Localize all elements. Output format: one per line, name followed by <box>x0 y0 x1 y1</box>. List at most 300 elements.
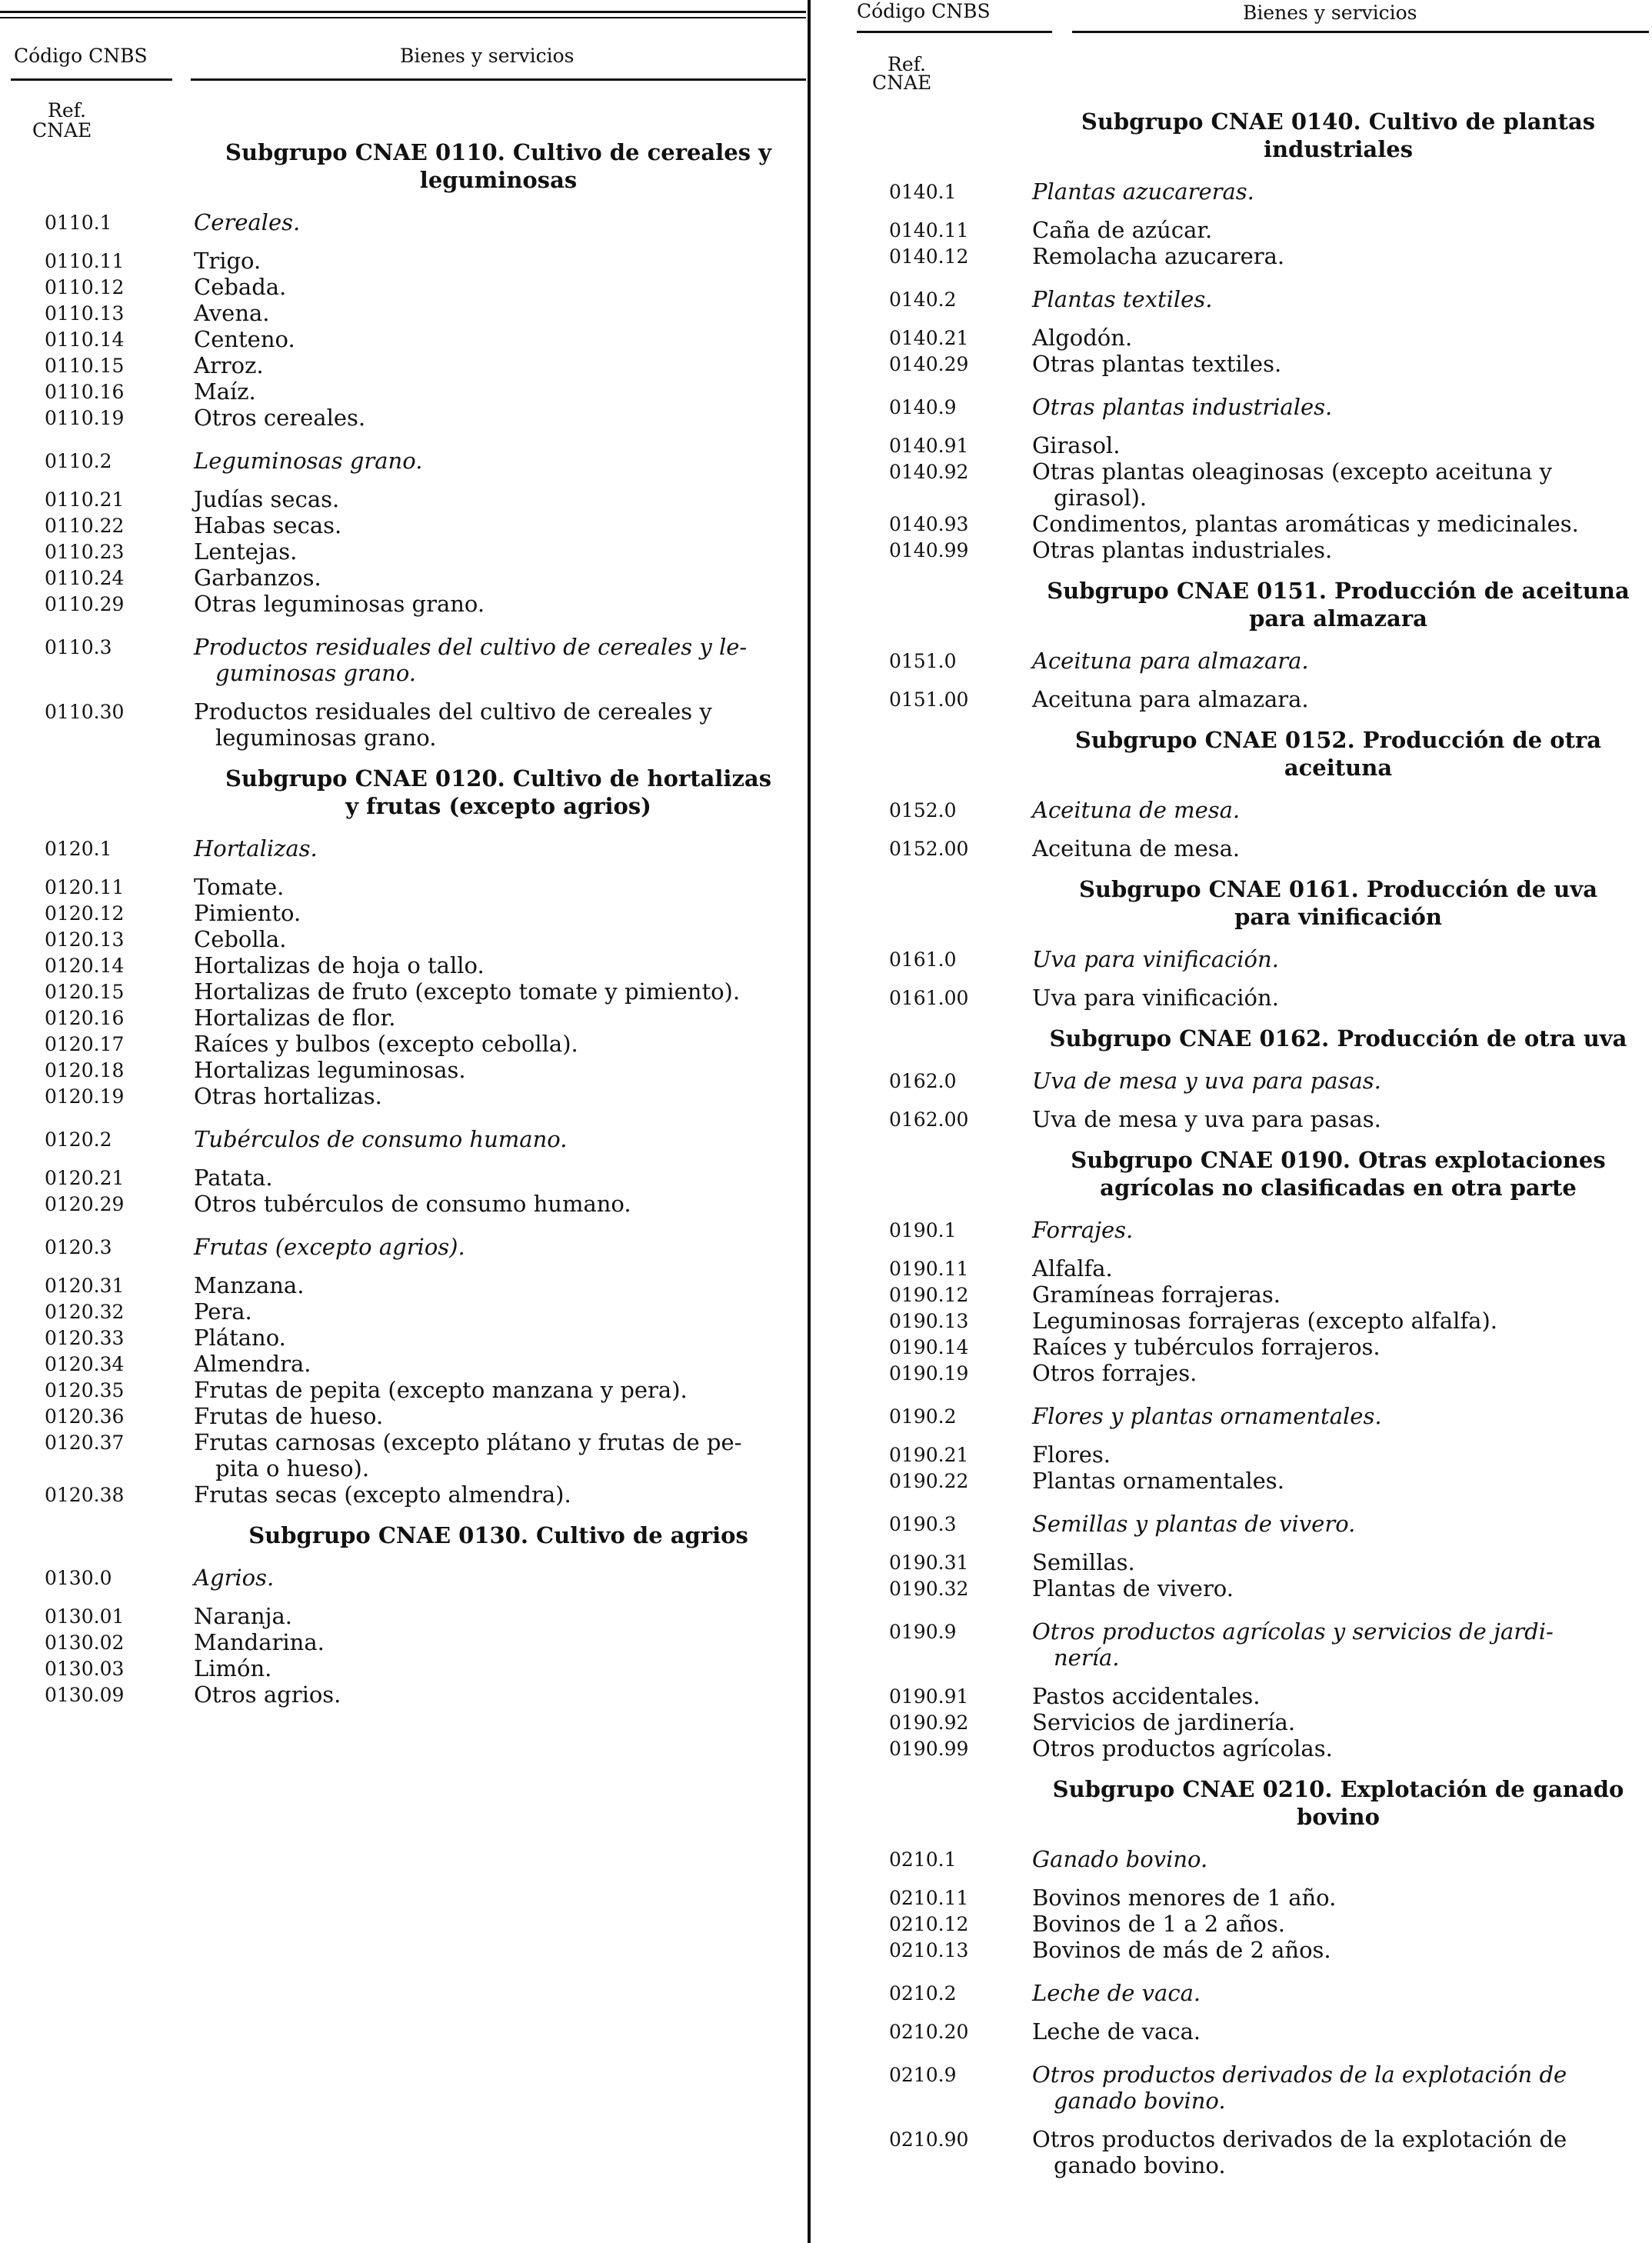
entry-description <box>194 300 804 326</box>
entry-description <box>194 378 804 405</box>
entry-description <box>1032 1980 1650 2006</box>
entry-description-line: Semillas. <box>1032 1549 1135 1575</box>
entry-description-line: Hortalizas leguminosas. <box>194 1057 466 1083</box>
entry-description <box>194 1325 804 1351</box>
entry-code: 0120.11 <box>45 876 125 898</box>
entry-code: 0120.12 <box>45 902 125 925</box>
entry-description-line: Frutas (excepto agrios). <box>194 1234 465 1260</box>
entry-description <box>1032 1308 1650 1334</box>
entry-description-line: Cereales. <box>194 209 301 235</box>
entry-code: 0161.0 <box>889 948 957 971</box>
entry-description-line: Productos residuales del cultivo de cereales y <box>194 698 712 725</box>
entry-description-line: pita o hueso). <box>215 1455 370 1481</box>
entry-description <box>194 591 804 617</box>
entry-description-line: Plátano. <box>194 1325 286 1351</box>
right-column <box>815 0 1652 2243</box>
entry-description <box>1032 286 1650 312</box>
entry-description <box>1032 243 1650 269</box>
entry-description-line: Bovinos menores de 1 año. <box>1032 1885 1337 1911</box>
entry-code: 0110.3 <box>45 636 112 658</box>
entry-code: 0162.00 <box>889 1108 969 1131</box>
entry-description-line: Otros productos agrícolas. <box>1032 1735 1333 1761</box>
entry-description-line: Lentejas. <box>194 538 298 565</box>
entry-description-line: Otros agrios. <box>194 1681 341 1708</box>
entry-description-line: Otras plantas textiles. <box>1032 351 1282 377</box>
entry-code: 0110.19 <box>45 407 125 429</box>
entry-description <box>194 209 804 235</box>
entry-description <box>1032 1885 1650 1911</box>
entry-description <box>194 1031 804 1057</box>
entry-description <box>194 952 804 978</box>
entry-description-line: Otros forrajes. <box>1032 1360 1197 1386</box>
entry-code: 0120.37 <box>45 1431 125 1454</box>
entry-code: 0190.14 <box>889 1336 969 1358</box>
subgroup-heading-line: leguminosas <box>419 167 578 193</box>
entry-description-line: guminosas grano. <box>215 660 416 686</box>
subgroup-heading <box>1031 1146 1646 1201</box>
entry-description <box>1032 985 1650 1011</box>
entry-description-line: Leguminosas grano. <box>194 448 423 474</box>
top-double-rule-thin <box>0 17 806 18</box>
entry-description-line: Otras hortalizas. <box>194 1083 382 1109</box>
subgroup-heading <box>1031 108 1646 163</box>
entry-code: 0120.14 <box>45 955 125 977</box>
entry-description <box>1032 946 1650 972</box>
entry-code: 0190.32 <box>889 1578 969 1600</box>
entry-description-line: Mandarina. <box>194 1629 325 1655</box>
entry-code: 0120.3 <box>45 1236 112 1258</box>
subgroup-heading-line: Subgrupo CNAE 0151. Producción de aceituna <box>1047 578 1630 604</box>
subgroup-heading-line: para almazara <box>1249 605 1427 632</box>
entry-code: 0120.29 <box>45 1193 125 1215</box>
entry-description <box>194 1429 804 1481</box>
subgroup-heading <box>1031 1775 1646 1831</box>
entry-description-line: Leche de vaca. <box>1032 1980 1201 2006</box>
entry-description-line: Ganado bovino. <box>1032 1846 1208 1872</box>
subgroup-heading <box>191 1521 806 1549</box>
entry-code: 0110.29 <box>45 593 125 615</box>
entry-code: 0120.36 <box>45 1405 125 1428</box>
entry-code: 0120.33 <box>45 1327 125 1349</box>
entry-description <box>1032 1403 1650 1429</box>
entry-code: 0110.15 <box>45 355 125 377</box>
entry-code: 0120.17 <box>45 1033 125 1055</box>
entry-description-line: Hortalizas de fruto (excepto tomate y pimiento). <box>194 978 741 1005</box>
entry-code: 0140.2 <box>889 288 957 311</box>
entry-description-line: Trigo. <box>194 248 261 274</box>
top-double-rule <box>0 11 806 13</box>
entry-code: 0110.11 <box>45 250 125 272</box>
subgroup-heading-line: bovino <box>1297 1804 1380 1830</box>
entry-code: 0110.12 <box>45 276 125 298</box>
header-rule-title-right <box>1072 31 1649 33</box>
entry-description <box>194 1191 804 1217</box>
entry-description-line: Girasol. <box>1032 432 1121 458</box>
subgroup-heading-line: agrícolas no clasificadas en otra parte <box>1100 1175 1577 1201</box>
entry-description <box>1032 325 1650 351</box>
subgroup-heading-line: Subgrupo CNAE 0210. Explotación de ganado <box>1052 1776 1624 1802</box>
entry-description <box>1032 1106 1650 1132</box>
entry-description-line: Uva de mesa y uva para pasas. <box>1032 1068 1381 1094</box>
header-rule-code-right <box>857 31 1052 33</box>
subgroup-heading-line: Subgrupo CNAE 0110. Cultivo de cereales y <box>225 139 771 165</box>
entry-description-line: Uva de mesa y uva para pasas. <box>1032 1106 1381 1132</box>
entry-code: 0190.1 <box>889 1219 957 1241</box>
entry-code: 0210.90 <box>889 2128 969 2151</box>
entry-code: 0120.21 <box>45 1167 125 1189</box>
entry-description <box>194 1057 804 1083</box>
entry-description-line: Cebada. <box>194 274 287 300</box>
entry-description <box>194 1377 804 1403</box>
entry-description-line: ganado bovino. <box>1054 2088 1226 2114</box>
entry-description-line: Plantas ornamentales. <box>1032 1468 1284 1494</box>
entry-code: 0140.11 <box>889 219 969 242</box>
subgroup-heading-line: Subgrupo CNAE 0120. Cultivo de hortalizas <box>225 765 772 792</box>
entry-description-line: Forrajes. <box>1032 1217 1134 1243</box>
entry-description <box>1032 1360 1650 1386</box>
entry-description-line: Garbanzos. <box>194 565 321 591</box>
entry-description <box>1032 1549 1650 1575</box>
entry-description <box>1032 1281 1650 1308</box>
entry-description-line: ganado bovino. <box>1054 2152 1226 2178</box>
entry-code: 0120.19 <box>45 1085 125 1108</box>
subgroup-heading <box>191 138 806 194</box>
entry-code: 0140.21 <box>889 327 969 349</box>
subgroup-heading <box>1031 1025 1646 1052</box>
entry-code: 0110.1 <box>45 212 112 234</box>
entry-description-line: Judías secas. <box>194 486 340 512</box>
ref-label-cnae: CNAE <box>32 119 92 142</box>
entry-code: 0120.34 <box>45 1353 125 1375</box>
entry-description-line: Pastos accidentales. <box>1032 1683 1261 1709</box>
entry-description <box>194 1272 804 1298</box>
entry-code: 0120.18 <box>45 1059 125 1082</box>
entry-code: 0110.16 <box>45 381 125 403</box>
entry-code: 0110.21 <box>45 488 125 511</box>
entry-description-line: Frutas de pepita (excepto manzana y pera). <box>194 1377 688 1403</box>
entry-description-line: Uva para vinificación. <box>1032 985 1279 1011</box>
entry-description-line: Bovinos de más de 2 años. <box>1032 1937 1331 1963</box>
entry-description-line: girasol). <box>1054 485 1147 511</box>
subgroup-heading-line: y frutas (excepto agrios) <box>345 793 651 819</box>
entry-code: 0210.11 <box>889 1887 969 1909</box>
subgroup-heading-line: Subgrupo CNAE 0140. Cultivo de plantas <box>1081 108 1596 135</box>
entry-description <box>1032 1511 1650 1537</box>
entry-description <box>194 326 804 352</box>
entry-description-line: Avena. <box>194 300 270 326</box>
entry-description-line: Caña de azúcar. <box>1032 217 1213 243</box>
entry-code: 0130.0 <box>45 1567 112 1589</box>
header-rule-code <box>11 78 172 81</box>
entry-description-line: Tomate. <box>194 874 285 900</box>
entry-description-line: Servicios de jardinería. <box>1032 1709 1296 1735</box>
entry-description <box>194 1481 804 1508</box>
entry-description-line: Algodón. <box>1032 325 1133 351</box>
entry-description-line: Frutas secas (excepto almendra). <box>194 1481 571 1508</box>
entry-code: 0130.03 <box>45 1658 125 1680</box>
entry-description <box>1032 2061 1650 2114</box>
ref-label-right: Ref. <box>888 53 926 75</box>
entry-code: 0210.20 <box>889 2021 969 2043</box>
entry-description-line: Otras plantas industriales. <box>1032 537 1333 563</box>
entry-description <box>1032 511 1650 537</box>
entry-description <box>1032 217 1650 243</box>
entry-code: 0140.12 <box>889 245 969 268</box>
entry-description-line: Aceituna para almazara. <box>1032 686 1309 712</box>
entry-code: 0120.38 <box>45 1484 125 1506</box>
entry-code: 0140.9 <box>889 396 957 418</box>
entry-description <box>194 1126 804 1152</box>
entry-description-line: Aceituna para almazara. <box>1032 648 1309 674</box>
entry-description-line: Limón. <box>194 1655 272 1681</box>
entry-description <box>1032 1683 1650 1709</box>
entry-code: 0210.1 <box>889 1848 957 1871</box>
entry-description <box>1032 2126 1650 2178</box>
entry-description-line: Remolacha azucarera. <box>1032 243 1285 269</box>
entry-description-line: Plantas azucareras. <box>1032 178 1254 205</box>
entry-description <box>194 274 804 300</box>
entry-description <box>1032 1068 1650 1094</box>
entry-description <box>194 1234 804 1260</box>
entry-description-line: Plantas textiles. <box>1032 286 1213 312</box>
entry-description-line: Otras leguminosas grano. <box>194 591 485 617</box>
entry-description <box>1032 1937 1650 1963</box>
entry-code: 0140.92 <box>889 461 969 483</box>
entry-description <box>194 1655 804 1681</box>
entry-description <box>1032 432 1650 458</box>
entry-code: 0140.93 <box>889 513 969 535</box>
entry-code: 0140.29 <box>889 353 969 375</box>
entry-description-line: Aceituna de mesa. <box>1032 797 1241 823</box>
entry-description <box>194 900 804 926</box>
entry-description <box>1032 1709 1650 1735</box>
entry-code: 0110.13 <box>45 302 125 325</box>
entry-description-line: Naranja. <box>194 1603 292 1629</box>
entry-description-line: Aceituna de mesa. <box>1032 835 1241 862</box>
entry-code: 0190.11 <box>889 1258 969 1280</box>
entry-description <box>194 1005 804 1031</box>
entry-code: 0120.31 <box>45 1275 125 1297</box>
ref-label: Ref. <box>48 99 86 122</box>
entry-code: 0190.3 <box>889 1513 957 1535</box>
left-column <box>0 0 808 2243</box>
column-header-title: Bienes y servicios <box>400 45 575 67</box>
entry-code: 0190.99 <box>889 1738 969 1760</box>
subgroup-heading-line: para vinificación <box>1234 904 1442 930</box>
entry-description <box>1032 1911 1650 1937</box>
entry-code: 0210.12 <box>889 1913 969 1935</box>
entry-description-line: leguminosas grano. <box>215 725 437 751</box>
entry-description <box>1032 1575 1650 1601</box>
entry-description <box>1032 797 1650 823</box>
entry-code: 0190.22 <box>889 1470 969 1492</box>
entry-description-line: Uva para vinificación. <box>1032 946 1279 972</box>
entry-description <box>1032 537 1650 563</box>
entry-code: 0210.13 <box>889 1939 969 1961</box>
entry-description-line: Frutas de hueso. <box>194 1403 384 1429</box>
entry-code: 0130.02 <box>45 1631 125 1654</box>
subgroup-heading-line: Subgrupo CNAE 0162. Producción de otra uva <box>1049 1025 1627 1052</box>
entry-code: 0110.22 <box>45 515 125 537</box>
entry-description <box>194 248 804 274</box>
subgroup-heading-line: industriales <box>1263 136 1414 162</box>
entry-code: 0140.91 <box>889 435 969 457</box>
entry-description <box>194 698 804 751</box>
entry-description-line: Otros tubérculos de consumo humano. <box>194 1191 631 1217</box>
entry-code: 0120.13 <box>45 928 125 951</box>
entry-description <box>194 565 804 591</box>
entry-code: 0120.32 <box>45 1301 125 1323</box>
entry-description-line: Productos residuales del cultivo de cereales y le- <box>194 634 748 660</box>
entry-description-line: Otros productos derivados de la explotación de <box>1032 2061 1567 2088</box>
column-header-code-right: Código CNBS <box>857 0 991 22</box>
entry-description-line: Cebolla. <box>194 926 287 952</box>
entry-code: 0190.9 <box>889 1621 957 1643</box>
entry-description <box>1032 686 1650 712</box>
entry-description <box>1032 1217 1650 1243</box>
entry-description-line: Gramíneas forrajeras. <box>1032 1281 1281 1308</box>
subgroup-heading-line: Subgrupo CNAE 0161. Producción de uva <box>1078 876 1598 902</box>
entry-description <box>1032 458 1650 511</box>
entry-code: 0110.14 <box>45 328 125 351</box>
entry-description <box>194 978 804 1005</box>
entry-code: 0190.19 <box>889 1362 969 1385</box>
entry-description-line: Manzana. <box>194 1272 305 1298</box>
entry-code: 0190.91 <box>889 1685 969 1708</box>
column-header-code: Código CNBS <box>14 45 148 67</box>
entry-code: 0151.00 <box>889 688 969 711</box>
entry-code: 0152.00 <box>889 838 969 860</box>
entry-description-line: Otros productos agrícolas y servicios de jardi- <box>1032 1618 1554 1645</box>
entry-description-line: Semillas y plantas de vivero. <box>1032 1511 1356 1537</box>
entry-description <box>194 1351 804 1377</box>
entry-code: 0120.1 <box>45 838 112 860</box>
entry-description <box>194 926 804 952</box>
entry-description-line: nería. <box>1054 1645 1120 1671</box>
entry-description <box>1032 2018 1650 2045</box>
entry-code: 0190.13 <box>889 1310 969 1332</box>
entry-code: 0151.0 <box>889 650 957 672</box>
entry-code: 0110.2 <box>45 450 112 472</box>
subgroup-heading-line: Subgrupo CNAE 0152. Producción de otra <box>1074 727 1602 753</box>
entry-code: 0140.99 <box>889 539 969 562</box>
entry-description <box>194 486 804 512</box>
subgroup-heading-line: aceituna <box>1284 755 1393 781</box>
entry-description <box>1032 351 1650 377</box>
entry-description <box>194 1403 804 1429</box>
entry-code: 0110.30 <box>45 701 125 723</box>
entry-description-line: Hortalizas de flor. <box>194 1005 396 1031</box>
entry-description <box>194 1603 804 1629</box>
entry-description <box>1032 1334 1650 1360</box>
header-rule-title <box>191 78 806 81</box>
entry-code: 0130.09 <box>45 1684 125 1706</box>
entry-description-line: Frutas carnosas (excepto plátano y frutas de pe- <box>194 1429 742 1455</box>
entry-description-line: Agrios. <box>194 1565 275 1591</box>
entry-description <box>194 538 804 565</box>
entry-description-line: Raíces y tubérculos forrajeros. <box>1032 1334 1381 1360</box>
entry-description-line: Otros cereales. <box>194 405 366 431</box>
entry-description-line: Otros productos derivados de la explotación de <box>1032 2126 1567 2152</box>
subgroup-heading <box>191 765 806 820</box>
entry-code: 0110.23 <box>45 541 125 563</box>
entry-description-line: Condimentos, plantas aromáticas y medicinales. <box>1032 511 1579 537</box>
entry-description <box>1032 1735 1650 1761</box>
entry-description-line: Leguminosas forrajeras (excepto alfalfa). <box>1032 1308 1498 1334</box>
entry-description <box>1032 648 1650 674</box>
entry-description <box>194 1083 804 1109</box>
entry-description-line: Pimiento. <box>194 900 301 926</box>
entry-code: 0120.15 <box>45 981 125 1003</box>
entry-description <box>194 512 804 538</box>
entry-code: 0120.35 <box>45 1379 125 1401</box>
column-header-title-right: Bienes y servicios <box>1243 2 1417 24</box>
entry-description-line: Patata. <box>194 1165 273 1191</box>
entry-description-line: Almendra. <box>194 1351 311 1377</box>
entry-description-line: Flores. <box>1032 1441 1111 1468</box>
entry-description-line: Centeno. <box>194 326 295 352</box>
entry-description <box>194 1298 804 1325</box>
entry-code: 0152.0 <box>889 799 957 822</box>
entry-code: 0140.1 <box>889 181 957 203</box>
entry-code: 0162.0 <box>889 1070 957 1092</box>
entry-description <box>194 874 804 900</box>
subgroup-heading <box>1031 577 1646 632</box>
entry-description-line: Hortalizas de hoja o tallo. <box>194 952 485 978</box>
column-divider <box>808 0 811 2243</box>
entry-description-line: Plantas de vivero. <box>1032 1575 1234 1601</box>
entry-description <box>1032 178 1650 205</box>
entry-code: 0120.16 <box>45 1007 125 1029</box>
subgroup-heading <box>1031 875 1646 931</box>
entry-description-line: Flores y plantas ornamentales. <box>1032 1403 1382 1429</box>
entry-code: 0190.21 <box>889 1444 969 1466</box>
entry-description <box>194 352 804 378</box>
entry-description-line: Otras plantas industriales. <box>1032 394 1333 420</box>
entry-code: 0130.01 <box>45 1605 125 1628</box>
entry-description-line: Otras plantas oleaginosas (excepto aceituna y <box>1032 458 1552 485</box>
entry-description-line: Leche de vaca. <box>1032 2018 1201 2045</box>
entry-description-line: Bovinos de 1 a 2 años. <box>1032 1911 1285 1937</box>
entry-description <box>1032 1846 1650 1872</box>
entry-description-line: Tubérculos de consumo humano. <box>194 1126 568 1152</box>
entry-code: 0161.00 <box>889 987 969 1009</box>
entry-code: 0120.2 <box>45 1128 112 1151</box>
entry-description-line: Pera. <box>194 1298 252 1325</box>
entry-description <box>1032 1618 1650 1671</box>
entry-description <box>194 1165 804 1191</box>
entry-description <box>194 835 804 862</box>
entry-description <box>1032 1441 1650 1468</box>
entry-description-line: Habas secas. <box>194 512 342 538</box>
entry-description <box>194 1565 804 1591</box>
entry-code: 0190.31 <box>889 1551 969 1574</box>
entry-code: 0190.2 <box>889 1405 957 1428</box>
entry-description-line: Raíces y bulbos (excepto cebolla). <box>194 1031 578 1057</box>
entry-description <box>1032 1468 1650 1494</box>
entry-code: 0110.24 <box>45 567 125 589</box>
entry-description <box>194 448 804 474</box>
entry-description <box>1032 835 1650 862</box>
entry-code: 0190.92 <box>889 1711 969 1734</box>
entry-code: 0210.2 <box>889 1982 957 2005</box>
entry-description-line: Hortalizas. <box>194 835 318 862</box>
entry-code: 0210.9 <box>889 2064 957 2086</box>
entry-description-line: Maíz. <box>194 378 256 405</box>
subgroup-heading <box>1031 726 1646 782</box>
entry-description <box>1032 1255 1650 1281</box>
entry-code: 0190.12 <box>889 1284 969 1306</box>
